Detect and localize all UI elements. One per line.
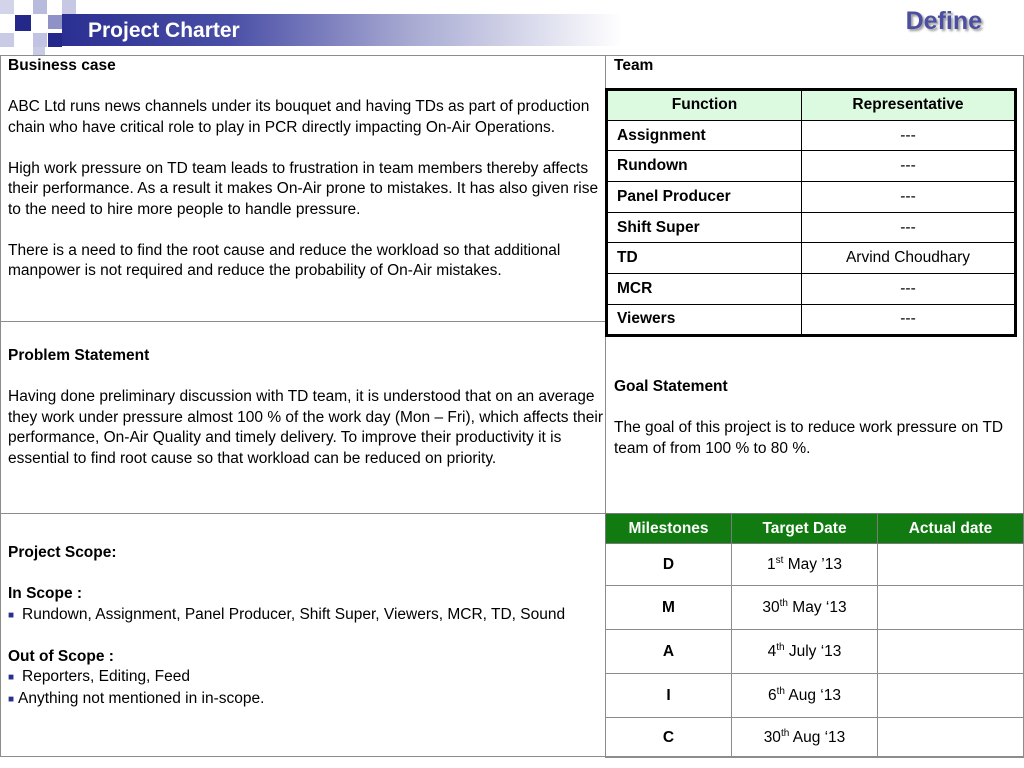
table-row <box>606 718 1024 758</box>
table-row <box>607 182 1016 213</box>
problem-statement-heading: Problem Statement <box>8 347 150 364</box>
table-row <box>607 243 1016 274</box>
in-scope-heading: In Scope : <box>8 585 83 602</box>
column-header: Actual date <box>878 514 1024 544</box>
business-case-paragraph: There is a need to find the root cause and reduce the workload so that additional manpower is not required and reduce the probability of On-Air mistakes. <box>8 241 561 279</box>
team-heading: Team <box>614 57 654 74</box>
team-function: MCR <box>607 274 802 305</box>
milestone-target-date: 30th Aug ‘13 <box>732 718 878 758</box>
out-scope-item: Anything not mentioned in in-scope. <box>18 689 265 707</box>
list-item <box>8 689 583 711</box>
square-bullet-icon: ■ <box>8 609 15 621</box>
business-case-heading: Business case <box>8 57 116 74</box>
problem-statement-text: Having done preliminary discussion with TD team, it is understood that on an average they work under pressure almost 100 % of the work day (Mon – Fri), which affects their performance, On-Air Quality and timely delivery. To improve their productivity it is essential to find root cause so that workload can be reduced on priority. <box>8 388 603 467</box>
milestone-phase: M <box>606 586 732 630</box>
milestone-target-date: 6th Aug ‘13 <box>732 674 878 718</box>
team-representative: --- <box>802 274 1016 305</box>
title-banner <box>62 14 622 46</box>
table-row <box>607 212 1016 243</box>
team-table-header-row <box>607 90 1016 121</box>
team-representative: --- <box>802 151 1016 182</box>
out-scope-heading: Out of Scope : <box>8 647 114 665</box>
milestone-phase: C <box>606 718 732 758</box>
table-row <box>606 544 1024 586</box>
goal-statement-section <box>614 377 1019 459</box>
team-function: TD <box>607 243 802 274</box>
milestones-header-row <box>606 514 1024 544</box>
team-table <box>605 88 1017 337</box>
grid-line <box>0 55 1 757</box>
list-item <box>8 667 583 689</box>
team-representative: --- <box>802 182 1016 213</box>
goal-statement-text: The goal of this project is to reduce work pressure on TD team of from 100 % to 80 %. <box>614 419 1004 457</box>
team-representative: --- <box>802 212 1016 243</box>
decor-square <box>62 0 76 14</box>
square-bullet-icon: ■ <box>8 693 15 705</box>
table-row <box>606 630 1024 674</box>
milestone-actual-date <box>878 630 1024 674</box>
milestone-phase: I <box>606 674 732 718</box>
milestone-actual-date <box>878 586 1024 630</box>
team-representative: --- <box>802 304 1016 335</box>
decor-square <box>15 15 31 31</box>
team-representative: --- <box>802 120 1016 151</box>
square-bullet-icon: ■ <box>8 672 15 683</box>
team-function: Assignment <box>607 120 802 151</box>
phase-label: Define <box>905 7 982 35</box>
milestone-actual-date <box>878 674 1024 718</box>
column-header: Target Date <box>732 514 878 544</box>
table-row <box>607 274 1016 305</box>
project-scope-heading: Project Scope: <box>8 544 117 561</box>
table-row <box>607 304 1016 335</box>
milestone-target-date: 30th May ‘13 <box>732 586 878 630</box>
problem-statement-section <box>8 346 603 469</box>
out-scope-item: Reporters, Editing, Feed <box>22 668 191 685</box>
milestones-table <box>605 513 1024 758</box>
business-case-paragraph: High work pressure on TD team leads to frustration in team members thereby affects their performance. As a result it makes On-Air prone to mistakes. It has also given rise to the need to hire more people to handle pressure. <box>8 159 599 218</box>
goal-statement-heading: Goal Statement <box>614 378 728 395</box>
decor-square <box>0 0 14 14</box>
business-case-section <box>8 56 603 282</box>
slide-title: Project Charter <box>88 19 240 42</box>
decor-square <box>48 33 62 47</box>
list-item <box>8 605 583 627</box>
decor-square <box>48 15 62 29</box>
team-function: Rundown <box>607 151 802 182</box>
table-row <box>607 120 1016 151</box>
table-row <box>606 674 1024 718</box>
column-header: Milestones <box>606 514 732 544</box>
team-function: Viewers <box>607 304 802 335</box>
decor-square <box>33 33 47 47</box>
milestone-actual-date <box>878 718 1024 758</box>
milestone-actual-date <box>878 544 1024 586</box>
table-row <box>606 586 1024 630</box>
charter-grid <box>0 55 1024 757</box>
milestone-target-date: 4th July ‘13 <box>732 630 878 674</box>
business-case-paragraph: ABC Ltd runs news channels under its bouquet and having TDs as part of production chain who have critical role to play in PCR directly impacting On-Air Operations. <box>8 98 590 136</box>
decor-square <box>0 33 14 47</box>
team-representative: Arvind Choudhary <box>802 243 1016 274</box>
slide-header <box>0 0 1024 56</box>
decor-square <box>33 0 47 14</box>
milestone-phase: A <box>606 630 732 674</box>
milestone-phase: D <box>606 544 732 586</box>
team-function: Shift Super <box>607 212 802 243</box>
table-row <box>607 151 1016 182</box>
in-scope-item: Rundown, Assignment, Panel Producer, Shift Super, Viewers, MCR, TD, Sound <box>22 605 566 623</box>
team-function: Panel Producer <box>607 182 802 213</box>
milestone-target-date: 1st May ’13 <box>732 544 878 586</box>
column-header: Representative <box>802 90 1016 121</box>
project-scope-section <box>8 543 583 710</box>
column-header: Function <box>607 90 802 121</box>
grid-line <box>0 321 606 322</box>
